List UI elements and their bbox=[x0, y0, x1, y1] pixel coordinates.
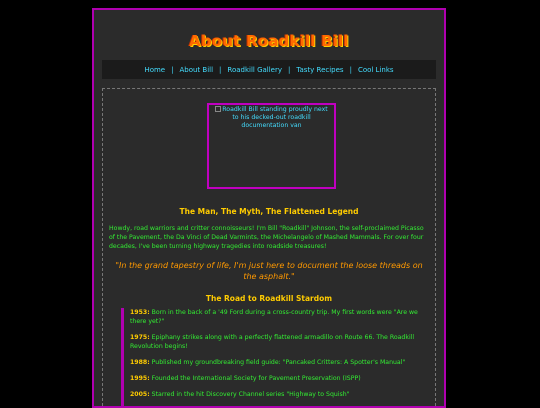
intro-text: Howdy, road warriors and critter connoisseurs! I'm Bill "Roadkill" Johnson, the self-proclaimed Picasso of the Pavement, the Da Vinci of Dead Varmints, the Michelangelo of Mashed Mammals. For over four decades, I've been turning highway tragedies into roadside treasures! bbox=[109, 225, 424, 250]
timeline-item bbox=[130, 358, 429, 367]
main-nav bbox=[102, 60, 436, 79]
nav-separator: | bbox=[219, 65, 222, 74]
nav-link-gallery[interactable]: Roadkill Gallery bbox=[227, 65, 282, 74]
intro-heading: The Man, The Myth, The Flattened Legend bbox=[179, 207, 359, 216]
nav-link-links[interactable]: Cool Links bbox=[357, 65, 394, 74]
page-container bbox=[92, 8, 446, 408]
page-title: About Roadkill Bill bbox=[189, 32, 349, 50]
timeline-item bbox=[130, 390, 429, 399]
timeline-text: Born in the back of a '49 Ford during a cross-country trip. My first words were "Are we there yet?" bbox=[130, 309, 418, 325]
timeline-year: 1953: bbox=[130, 309, 150, 316]
broken-image-icon bbox=[215, 106, 221, 112]
timeline-text: Published my groundbreaking field guide: "Pancaked Critters: A Spotter's Manual" bbox=[149, 359, 406, 366]
nav-link-home[interactable]: Home bbox=[144, 65, 166, 74]
photo-alt-text: Roadkill Bill standing proudly next to his decked-out roadkill documentation van bbox=[222, 106, 328, 129]
timeline-item bbox=[130, 333, 429, 351]
timeline-year: 1988: bbox=[130, 359, 150, 366]
timeline-year: 1975: bbox=[130, 334, 150, 341]
timeline-item bbox=[130, 308, 429, 326]
timeline-text: Starred in the hit Discovery Channel series "Highway to Squish" bbox=[149, 391, 350, 398]
timeline-year: 2005: bbox=[130, 391, 150, 398]
timeline-text: Founded the International Society for Pavement Preservation (ISPP) bbox=[149, 375, 361, 382]
timeline-year: 1995: bbox=[130, 375, 150, 382]
timeline bbox=[121, 308, 429, 406]
nav-link-about[interactable]: About Bill bbox=[179, 65, 214, 74]
main-content bbox=[102, 88, 436, 408]
bill-photo bbox=[207, 103, 336, 189]
nav-link-recipes[interactable]: Tasty Recipes bbox=[296, 65, 344, 74]
timeline-heading: The Road to Roadkill Stardom bbox=[205, 294, 333, 303]
timeline-text: Epiphany strikes along with a perfectly flattened armadillo on Route 66. The Roadkill Revolution begins! bbox=[130, 334, 415, 350]
timeline-item bbox=[130, 374, 429, 383]
nav-separator: | bbox=[171, 65, 174, 74]
nav-separator: | bbox=[349, 65, 352, 74]
pull-quote: "In the grand tapestry of life, I'm just here to document the loose threads on the asphalt." bbox=[115, 261, 423, 281]
nav-separator: | bbox=[288, 65, 291, 74]
